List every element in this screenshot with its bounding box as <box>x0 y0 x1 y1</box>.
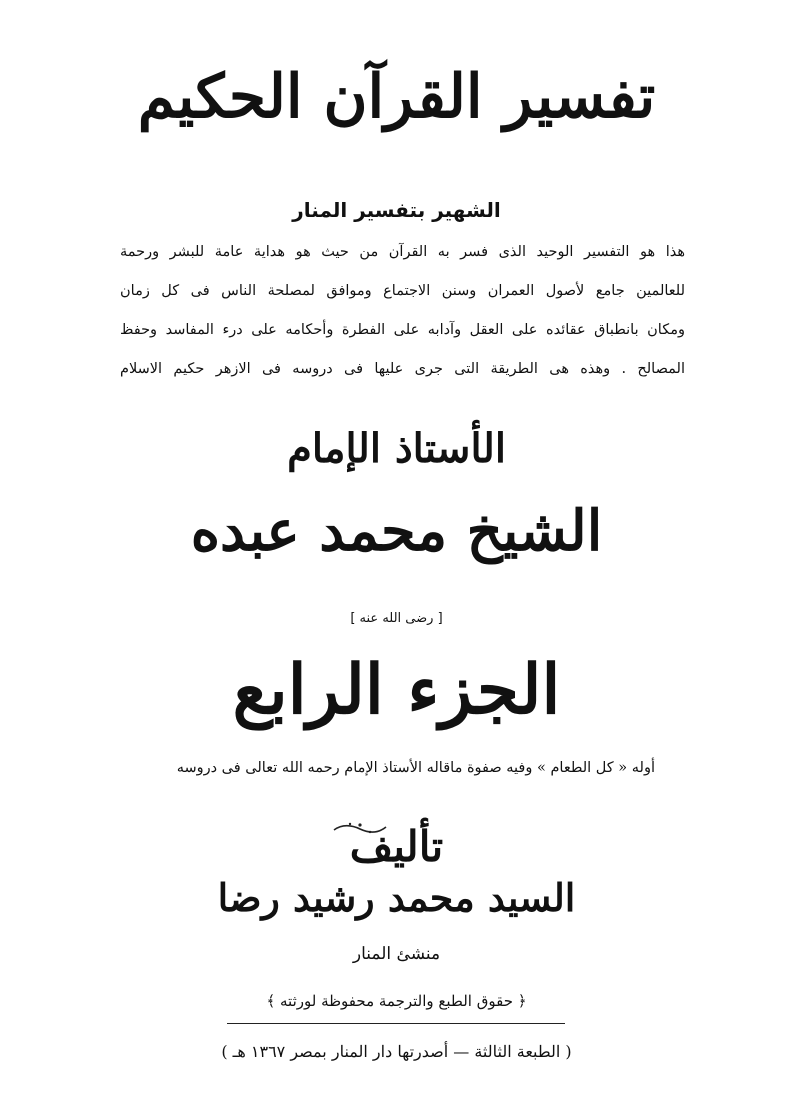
authored-label: تأليف <box>349 822 444 871</box>
author-name: الشيخ محمد عبده <box>190 498 603 564</box>
author-honorific: الأستاذ الإمام <box>287 425 506 472</box>
compiler-name: السيد محمد رشيد رضا <box>217 875 576 920</box>
copyright-notice: ﴿ حقوق الطبع والترجمة محفوظة لورثته ﴾ <box>266 992 527 1010</box>
divider <box>227 1023 565 1024</box>
volume-note: أوله « كل الطعام » وفيه صفوة ماقاله الأستاذ الإمام رحمه الله تعالى فى دروسه <box>176 760 655 776</box>
edition-note: ( الطبعة الثالثة — أصدرتها دار المنار بمصر ١٣٦٧ هـ ) <box>221 1042 572 1061</box>
description-line: ومكان بانطباق عقائده على العقل وآدابه على الفطرة وأحكامه على درء المفاسد وحفظ <box>120 322 685 338</box>
compiler-role: منشئ المنار <box>352 944 441 964</box>
description-line: المصالح . وهذه هى الطريقة التى جرى عليها فى دروسه فى الازهر حكيم الاسلام <box>120 361 685 377</box>
author-blessing: [ رضى الله عنه ] <box>350 611 443 626</box>
description-line: هذا هو التفسير الوحيد الذى فسر به القرآن من حيث هو هداية عامة للبشر ورحمة <box>120 244 685 260</box>
book-subtitle: الشهير بتفسير المنار <box>292 198 501 222</box>
volume-title: الجزء الرابع <box>232 650 561 730</box>
description-line: للعالمين جامع لأصول العمران وسنن الاجتماع وموافق لمصلحة الناس فى كل زمان <box>120 283 685 299</box>
book-title: تفسير القرآن الحكيم <box>137 62 656 132</box>
